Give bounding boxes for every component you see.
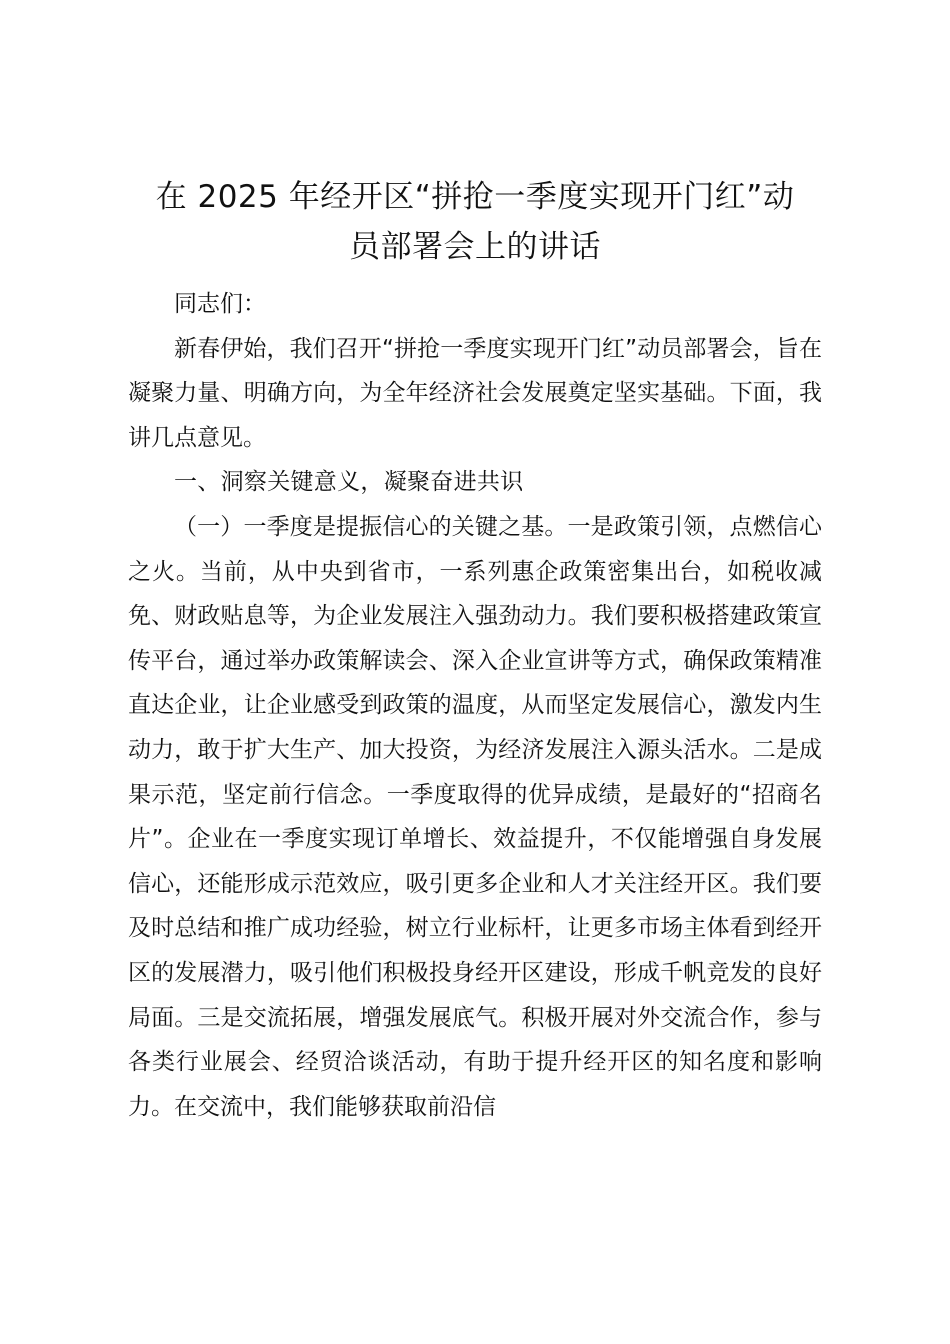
document-body bbox=[128, 282, 822, 1129]
document-title bbox=[120, 172, 830, 272]
paragraph-intro: 新春伊始，我们召开“拼抢一季度实现开门红”动员部署会，旨在凝聚力量、明确方向，为全年经济社会发展奠定坚实基础。下面，我讲几点意见。 bbox=[128, 335, 822, 451]
section-heading-1: 一、洞察关键意义，凝聚奋进共识 bbox=[174, 469, 524, 496]
title-line-1: 在 2025 年经开区“拼抢一季度实现开门红”动 bbox=[155, 179, 795, 215]
title-line-2: 员部署会上的讲话 bbox=[349, 229, 601, 265]
paragraph-section-1-1: （一）一季度是提振信心的关键之基。一是政策引领，点燃信心之火。当前，从中央到省市，一系列惠企政策密集出台，如税收减免、财政贴息等，为企业发展注入强劲动力。我们要积极搭建政策宣传平台，通过举办政策解读会、深入企业宣讲等方式，确保政策精准直达企业，让企业感受到政策的温度，从而坚定发展信心，激发内生动力，敢于扩大生产、加大投资，为经济发展注入源头活水。二是成果示范，坚定前行信念。一季度取得的优异成绩，是最好的“招商名片”。企业在一季度实现订单增长、效益提升，不仅能增强自身发展信心，还能形成示范效应，吸引更多企业和人才关注经开区。我们要及时总结和推广成功经验，树立行业标杆，让更多市场主体看到经开区的发展潜力，吸引他们积极投身经开区建设，形成千帆竞发的良好局面。三是交流拓展，增强发展底气。积极开展对外交流合作，参与各类行业展会、经贸洽谈活动，有助于提升经开区的知名度和影响力。在交流中，我们能够获取前沿信 bbox=[128, 513, 822, 1120]
salutation: 同志们： bbox=[174, 291, 266, 317]
